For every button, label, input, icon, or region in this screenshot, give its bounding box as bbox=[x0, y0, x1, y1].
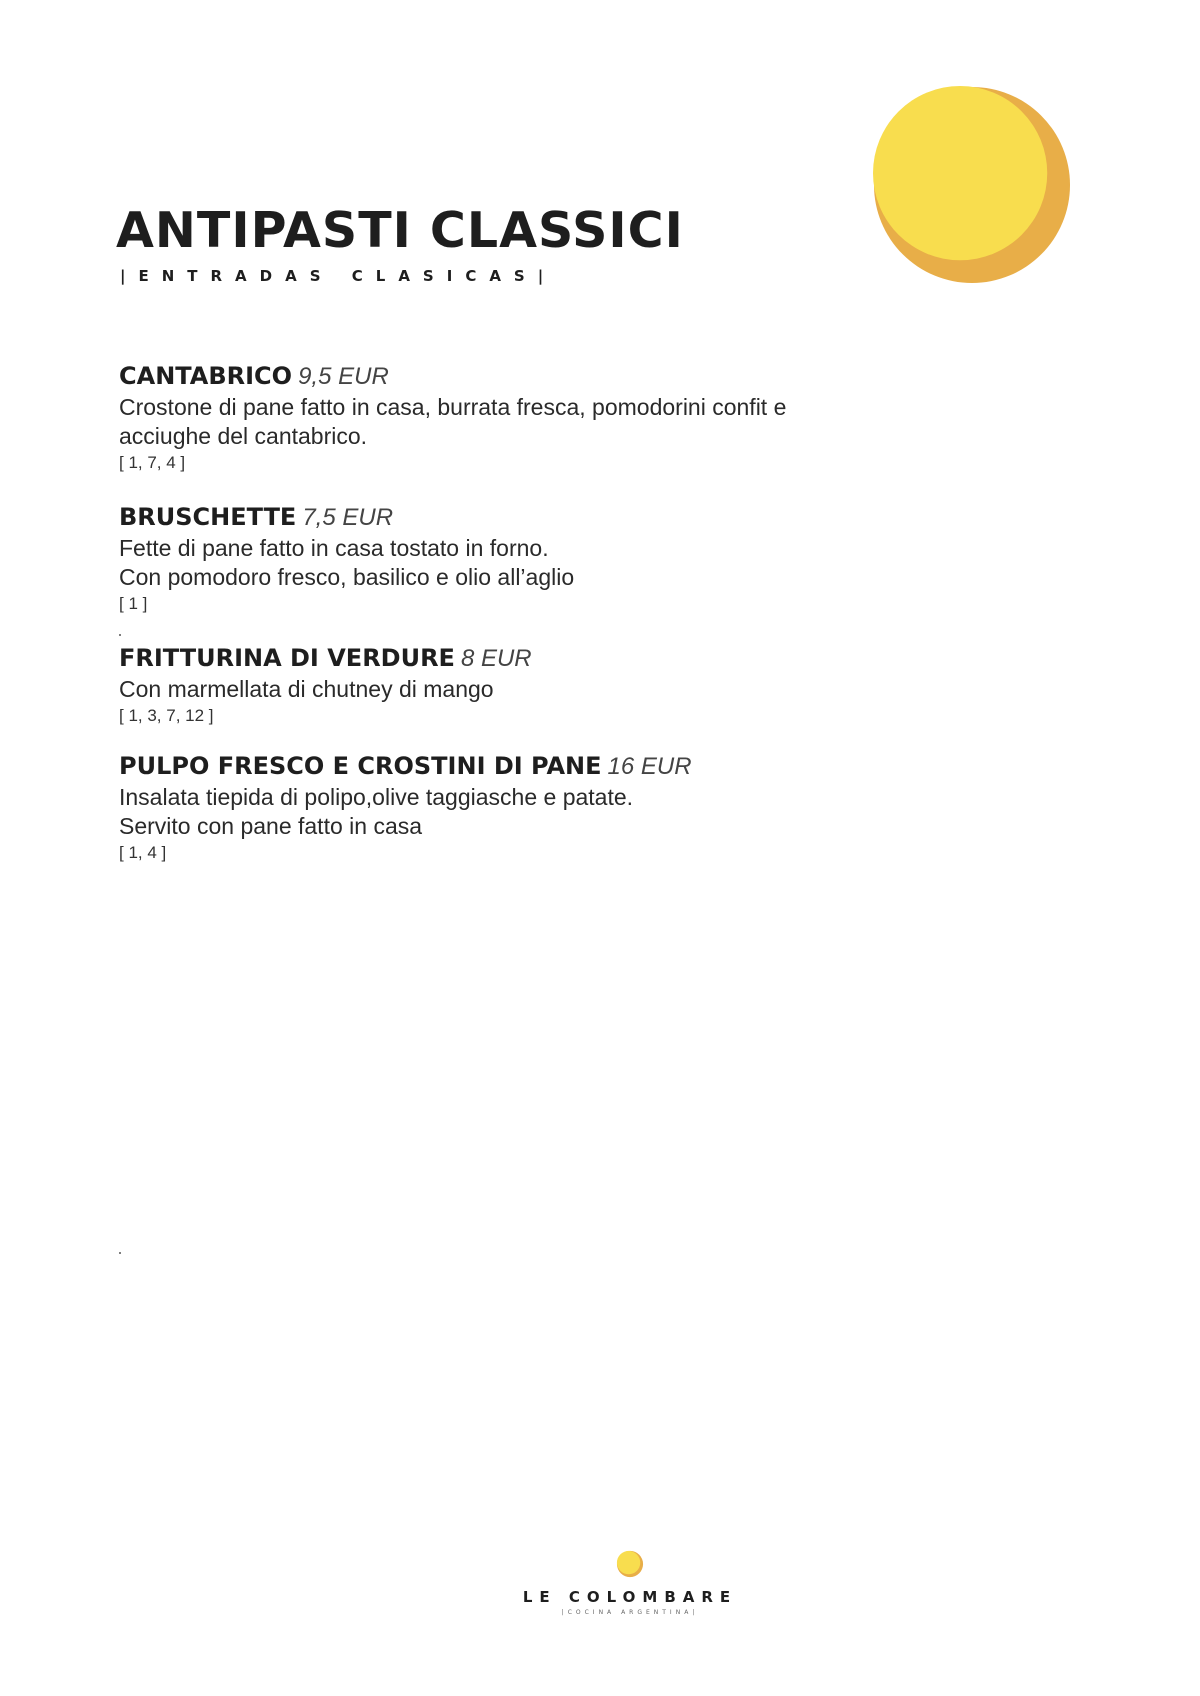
menu-item-header bbox=[119, 642, 532, 675]
stray-dot bbox=[119, 1252, 121, 1254]
item-name: CANTABRICO bbox=[119, 362, 293, 390]
item-allergens: [ 1, 4 ] bbox=[119, 843, 167, 862]
menu-item-pulpo-fresco bbox=[119, 750, 692, 865]
page-title: ANTIPASTI CLASSICI bbox=[116, 202, 684, 259]
item-price: 7,5 EUR bbox=[302, 504, 394, 531]
item-name: PULPO FRESCO E CROSTINI DI PANE bbox=[119, 752, 602, 780]
item-description-line: Fette di pane fatto in casa tostato in forno. bbox=[119, 535, 549, 561]
menu-item-header bbox=[119, 501, 574, 534]
menu-item-fritturina-di-verdure bbox=[119, 642, 532, 728]
item-description-line: acciughe del cantabrico. bbox=[119, 423, 368, 449]
item-allergens: [ 1, 7, 4 ] bbox=[119, 453, 186, 472]
item-price: 9,5 EUR bbox=[298, 363, 389, 390]
item-description bbox=[119, 393, 786, 451]
item-description bbox=[119, 675, 532, 704]
item-description-line: Con pomodoro fresco, basilico e olio all’aglio bbox=[119, 564, 575, 590]
footer-logo bbox=[450, 1550, 810, 1616]
menu-item-bruschette bbox=[119, 501, 574, 616]
menu-item-cantabrico bbox=[119, 360, 786, 475]
item-allergens: [ 1, 3, 7, 12 ] bbox=[119, 706, 214, 725]
item-description bbox=[119, 783, 692, 841]
item-name: FRITTURINA DI VERDURE bbox=[119, 644, 455, 672]
item-description-line: Insalata tiepida di polipo,olive taggiasche e patate. bbox=[119, 784, 634, 810]
item-price: 8 EUR bbox=[460, 645, 532, 672]
item-description-line: Crostone di pane fatto in casa, burrata fresca, pomodorini confit e bbox=[119, 394, 787, 420]
stray-dot bbox=[119, 634, 121, 636]
item-name: BRUSCHETTE bbox=[119, 503, 297, 531]
item-description-line: Con marmellata di chutney di mango bbox=[119, 676, 494, 702]
item-price: 16 EUR bbox=[607, 753, 692, 780]
item-description-line: Servito con pane fatto in casa bbox=[119, 813, 423, 839]
brand-tagline: |COCINA ARGENTINA| bbox=[561, 1609, 699, 1616]
menu-item-header bbox=[119, 360, 786, 393]
item-allergens: [ 1 ] bbox=[119, 594, 148, 613]
item-description bbox=[119, 534, 574, 592]
decorative-circle-icon bbox=[873, 86, 1071, 284]
menu-item-header bbox=[119, 750, 692, 783]
logo-dot-icon bbox=[616, 1550, 644, 1578]
brand-name: LE COLOMBARE bbox=[522, 1588, 738, 1606]
page-subtitle: |ENTRADAS CLASICAS| bbox=[120, 267, 557, 285]
